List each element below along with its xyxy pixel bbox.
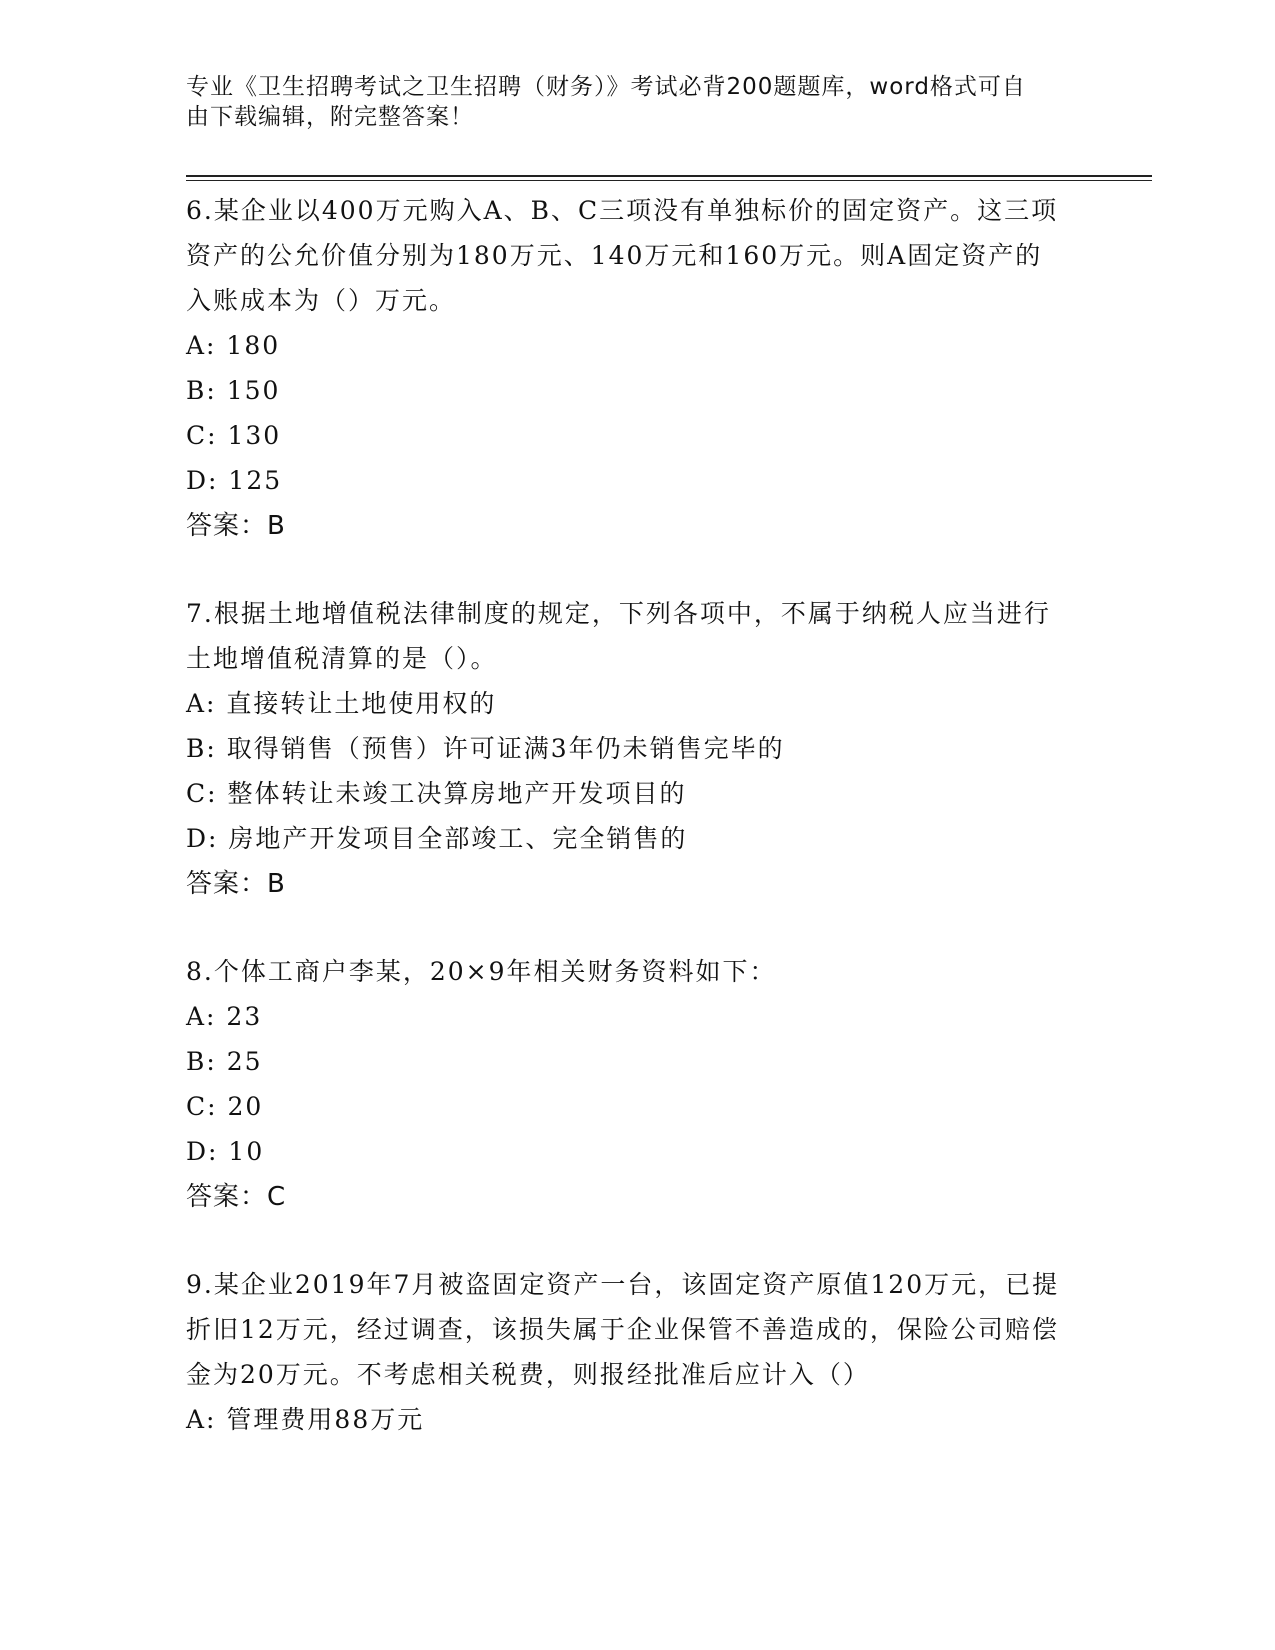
- answer: 答案：C: [186, 1182, 287, 1212]
- question-8: [186, 949, 1086, 1220]
- question-text: 7.根据土地增值税法律制度的规定，下列各项中，不属于纳税人应当进行土地增值税清算的是（）。: [186, 599, 1051, 673]
- document-header: [186, 72, 1086, 132]
- option-c: C: 整体转让未竣工决算房地产开发项目的: [186, 779, 687, 808]
- option-a: A: 180: [186, 331, 281, 360]
- question-list: [186, 188, 1086, 1484]
- question-6: [186, 188, 1086, 549]
- option-b: B: 取得销售（预售）许可证满3年仍未销售完毕的: [186, 734, 785, 763]
- option-c: C: 20: [186, 1092, 264, 1121]
- answer: 答案：B: [186, 869, 286, 899]
- question-text: 8.个体工商户李某，20×9年相关财务资料如下：: [186, 957, 777, 986]
- question-7: [186, 591, 1086, 907]
- divider-thick: [186, 175, 1152, 177]
- divider-thin: [186, 180, 1152, 181]
- option-b: B: 25: [186, 1047, 263, 1076]
- option-a: A: 直接转让土地使用权的: [186, 689, 497, 718]
- question-text: 9.某企业2019年7月被盗固定资产一台，该固定资产原值120万元，已提折旧12万元，经过调查，该损失属于企业保管不善造成的，保险公司赔偿金为20万元。不考虑相关税费，则报经批准后应计入（）: [186, 1270, 1060, 1389]
- option-d: D: 房地产开发项目全部竣工、完全销售的: [186, 824, 688, 853]
- option-b: B: 150: [186, 376, 281, 405]
- question-9: [186, 1262, 1086, 1442]
- option-a: A: 管理费用88万元: [186, 1405, 425, 1434]
- answer: 答案：B: [186, 511, 286, 541]
- option-c: C: 130: [186, 421, 282, 450]
- option-a: A: 23: [186, 1002, 263, 1031]
- question-text: 6.某企业以400万元购入A、B、C三项没有单独标价的固定资产。这三项资产的公允价值分别为180万元、140万元和160万元。则A固定资产的入账成本为（）万元。: [186, 196, 1059, 315]
- option-d: D: 10: [186, 1137, 265, 1166]
- option-d: D: 125: [186, 466, 283, 495]
- header-divider: [186, 175, 1152, 181]
- document-title: 专业《卫生招聘考试之卫生招聘（财务）》考试必背200题题库，word格式可自由下载编辑，附完整答案！: [186, 74, 1026, 130]
